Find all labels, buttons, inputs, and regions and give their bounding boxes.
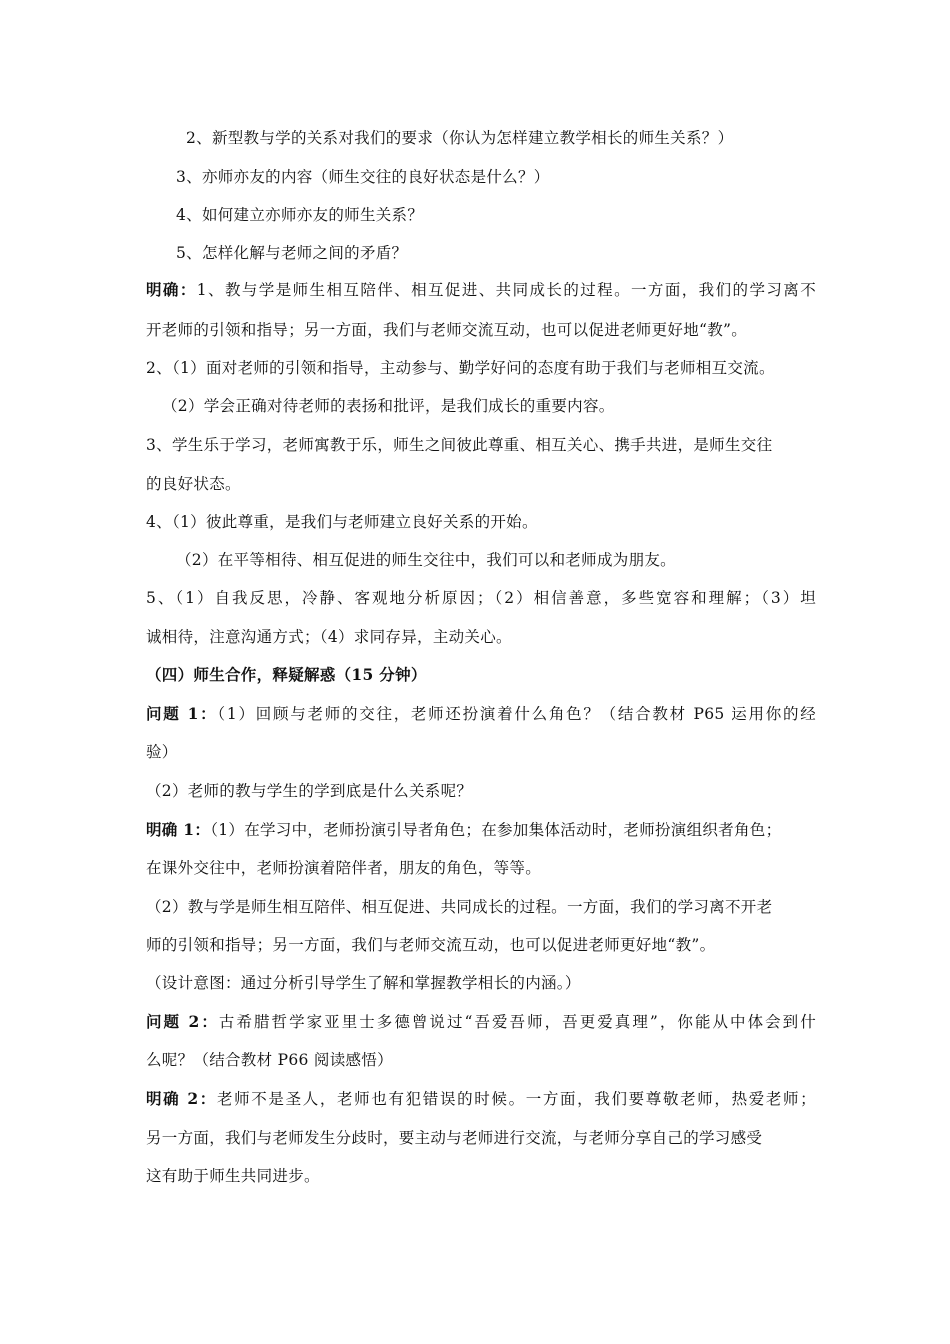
problem-1-line-1: 问题 1：（1）回顾与老师的交往，老师还扮演着什么角色？（结合教材 P65 运用你的经 [146, 704, 816, 723]
problem-1-label: 问题 1： [146, 704, 218, 723]
clarify-1-label: 明确 1： [146, 820, 211, 839]
problem-2-label: 问题 2： [146, 1012, 219, 1031]
design-intent: （设计意图：通过分析引导学生了解和掌握教学相长的内涵。） [146, 974, 581, 992]
clarify-2-line-2: 另一方面，我们与老师发生分歧时，要主动与老师进行交流，与老师分享自己的学习感受 [146, 1129, 763, 1147]
answer-3-line-2: 的良好状态。 [146, 475, 241, 493]
problem-1-line-2: 验） [146, 743, 178, 761]
answer-4-line-2: （2）在平等相待、相互促进的师生交往中，我们可以和老师成为朋友。 [176, 551, 676, 569]
question-4: 4、如何建立亦师亦友的师生关系？ [176, 206, 424, 224]
clarify-1-sub-2-line-2: 师的引领和指导；另一方面，我们与老师交流互动，也可以促进老师更好地“教”。 [146, 936, 716, 954]
problem-2-line-1: 问题 2：古希腊哲学家亚里士多德曾说过“吾爱吾师，吾更爱真理”，你能从中体会到什 [146, 1012, 816, 1031]
answer-2-line-2: （2）学会正确对待老师的表扬和批评，是我们成长的重要内容。 [162, 397, 615, 415]
question-3: 3、亦师亦友的内容（师生交往的良好状态是什么？） [176, 168, 550, 186]
section-heading: （四）师生合作，释疑解惑（15 分钟） [146, 665, 427, 684]
answer-1-line-2: 开老师的引领和指导；另一方面，我们与老师交流互动，也可以促进老师更好地“教”。 [146, 321, 748, 339]
answer-label: 明确： [146, 280, 197, 299]
answer-4-line-1: 4、（1）彼此尊重，是我们与老师建立良好关系的开始。 [146, 513, 538, 531]
clarify-1-line-2: 在课外交往中，老师扮演着陪伴者，朋友的角色，等等。 [146, 859, 542, 877]
question-5: 5、怎样化解与老师之间的矛盾？ [176, 244, 408, 262]
answer-3-line-1: 3、学生乐于学习，老师寓教于乐，师生之间彼此尊重、相互关心、携手共进，是师生交往 [146, 436, 773, 454]
question-2: 2、新型教与学的关系对我们的要求（你认为怎样建立教学相长的师生关系？） [186, 129, 734, 147]
answer-5-line-1: 5、（1）自我反思，冷静、客观地分析原因；（2）相信善意，多些宽容和理解；（3）坦 [146, 589, 816, 607]
clarify-1-sub-2-line-1: （2）教与学是师生相互陪伴、相互促进、共同成长的过程。一方面，我们的学习离不开老 [146, 898, 773, 916]
answer-5-line-2: 诚相待，注意沟通方式；（4）求同存异，主动关心。 [146, 628, 512, 646]
clarify-2-label: 明确 2： [146, 1089, 217, 1108]
answer-2-line-1: 2、（1）面对老师的引领和指导，主动参与、勤学好问的态度有助于我们与老师相互交流。 [146, 359, 775, 377]
clarify-1-line-1: 明确 1：（1）在学习中，老师扮演引导者角色；在参加集体活动时，老师扮演组织者角色； [146, 820, 782, 839]
problem-2-line-2: 么呢？（结合教材 P66 阅读感悟） [146, 1051, 393, 1069]
clarify-2-line-3: 这有助于师生共同进步。 [146, 1167, 320, 1185]
clarify-2-line-1: 明确 2：老师不是圣人，老师也有犯错误的时候。一方面，我们要尊敬老师，热爱老师； [146, 1089, 816, 1108]
problem-1-sub-2: （2）老师的教与学生的学到底是什么关系呢？ [146, 782, 473, 800]
answer-1-line-1: 明确：1、教与学是师生相互陪伴、相互促进、共同成长的过程。一方面，我们的学习离不 [146, 280, 816, 299]
